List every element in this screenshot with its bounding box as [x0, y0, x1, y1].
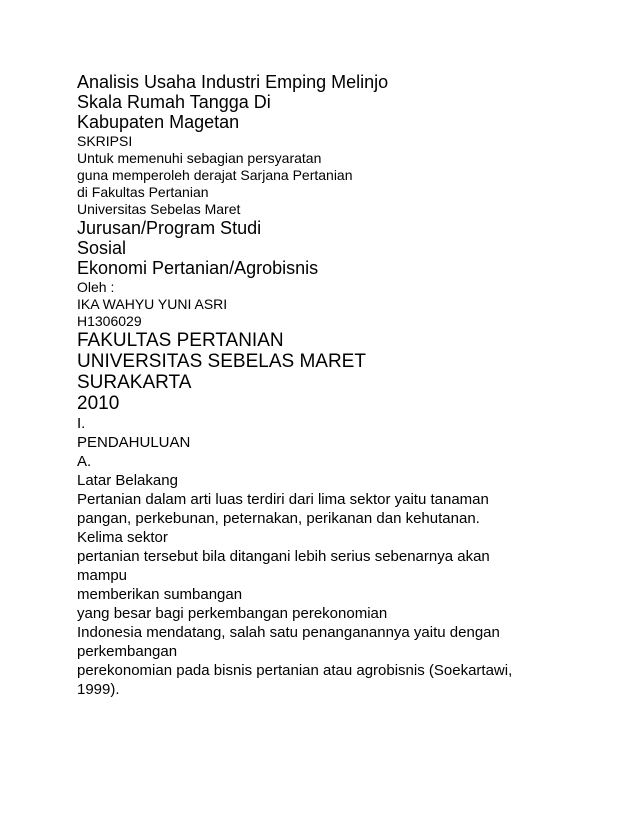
- body-line: perekonomian pada bisnis pertanian atau agrobisnis (Soekartawi,: [77, 662, 513, 679]
- chapter-number: I.: [77, 415, 86, 432]
- body-line: perkembangan: [77, 643, 178, 660]
- institution-year: 2010: [77, 393, 120, 414]
- document-page: [77, 72, 577, 699]
- skripsi-label: SKRIPSI: [77, 133, 133, 149]
- program-line-2: Sosial: [77, 238, 127, 258]
- skripsi-line-3: di Fakultas Pertanian: [77, 184, 209, 200]
- institution-line-1: FAKULTAS PERTANIAN: [77, 330, 284, 351]
- title-line-1: Analisis Usaha Industri Emping Melinjo: [77, 72, 389, 92]
- section-number: A.: [77, 453, 92, 470]
- body-line: Pertanian dalam arti luas terdiri dari lima sektor yaitu tanaman: [77, 491, 489, 508]
- body-line: pertanian tersebut bila ditangani lebih serius sebenarnya akan: [77, 548, 490, 565]
- body-line: pangan, perkebunan, peternakan, perikanan dan kehutanan.: [77, 510, 480, 527]
- title-line-3: Kabupaten Magetan: [77, 112, 240, 132]
- program-line-1: Jurusan/Program Studi: [77, 218, 262, 238]
- body-line: memberikan sumbangan: [77, 586, 243, 603]
- body-line: yang besar bagi perkembangan perekonomian: [77, 605, 388, 622]
- author-id: H1306029: [77, 313, 142, 329]
- author-name: IKA WAHYU YUNI ASRI: [77, 296, 228, 312]
- chapter-title: PENDAHULUAN: [77, 434, 191, 451]
- body-line: mampu: [77, 567, 128, 584]
- institution-line-3: SURAKARTA: [77, 372, 192, 393]
- body-line: Kelima sektor: [77, 529, 168, 546]
- author-label: Oleh :: [77, 279, 115, 295]
- title-line-2: Skala Rumah Tangga Di: [77, 92, 271, 112]
- program-line-3: Ekonomi Pertanian/Agrobisnis: [77, 258, 319, 278]
- institution-line-2: UNIVERSITAS SEBELAS MARET: [77, 351, 366, 372]
- section-title: Latar Belakang: [77, 472, 178, 489]
- skripsi-line-4: Universitas Sebelas Maret: [77, 201, 241, 217]
- skripsi-line-2: guna memperoleh derajat Sarjana Pertanian: [77, 167, 353, 183]
- skripsi-line-1: Untuk memenuhi sebagian persyaratan: [77, 150, 322, 166]
- body-line: 1999).: [77, 681, 120, 698]
- body-line: Indonesia mendatang, salah satu penanganannya yaitu dengan: [77, 624, 500, 641]
